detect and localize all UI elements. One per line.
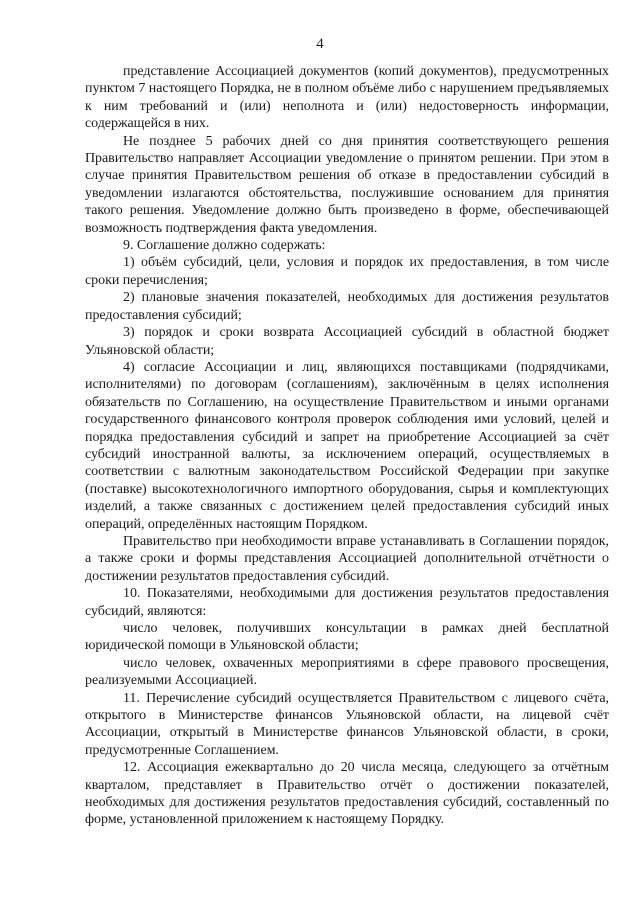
paragraph-continuation: представление Ассоциацией документов (копий документов), предусмотренных пунктом 7 настоящего Порядка, не в полном объёме либо с нарушением предъявляемых к ним требований и (или) неполнота и (или) недостоверность информации, содержащейся в них.: [85, 64, 609, 132]
paragraph-clause-9-item-2: 2) плановые значения показателей, необходимых для достижения результатов предоставления субсидий;: [85, 290, 609, 323]
document-body: [85, 63, 609, 829]
paragraph-additional-reporting: Правительство при необходимости вправе устанавливать в Соглашении порядок, а также сроки и формы представления Ассоциацией дополнительной отчётности о достижении результатов предоставления субсидий.: [85, 533, 609, 584]
paragraph-clause-9: 9. Соглашение должно содержать:: [123, 238, 326, 254]
paragraph-clause-10: 10. Показателями, необходимыми для достижения результатов предоставления субсидий, являются:: [85, 586, 609, 619]
paragraph-clause-11: 11. Перечисление субсидий осуществляется Правительством с лицевого счёта, открытого в Министерстве финансов Ульяновской области, на лицевой счёт Ассоциации, открытый в Министерстве финансов Ульяновской области, в сроки, предусмотренные Соглашением.: [85, 690, 609, 758]
paragraph-clause-9-item-3: 3) порядок и сроки возврата Ассоциацией субсидий в областной бюджет Ульяновской области;: [85, 325, 609, 358]
paragraph-notification: Не позднее 5 рабочих дней со дня принятия соответствующего решения Правительство направляет Ассоциации уведомление о принятом решении. При этом в случае принятия Правительством решения об отказе в предоставлении субсидий в уведомлении излагаются обстоятельства, послужившие основанием для принятия такого решения. Уведомление должно быть произведено в форме, обеспечивающей возможность подтверждения факта уведомления.: [85, 133, 609, 236]
paragraph-indicator-1: число человек, получивших консультации в рамках дней бесплатной юридической помощи в Ульяновской области;: [85, 621, 609, 654]
paragraph-clause-9-item-4: 4) согласие Ассоциации и лиц, являющихся поставщиками (подрядчиками, исполнителями) по договорам (соглашениям), заключённым в целях исполнения обязательств по Соглашению, на осуществление Правительством и иными органами государственного финансового контроля проверок соблюдения ими условий, целей и порядка предоставления субсидий и запрет на приобретение Ассоциацией за счёт субсидий иностранной валюты, за исключением операций, осуществляемых в соответствии с валютным законодательством Российской Федерации при закупке (поставке) высокотехнологичного импортного оборудования, сырья и комплектующих изделий, а также связанных с достижением целей предоставления субсидий иных операций, определённых настоящим Порядком.: [85, 359, 609, 532]
paragraph-clause-9-item-1: 1) объём субсидий, цели, условия и порядок их предоставления, в том числе сроки перечисления;: [85, 255, 609, 288]
paragraph-clause-12: 12. Ассоциация ежеквартально до 20 числа месяца, следующего за отчётным кварталом, представляет в Правительство отчёт о достижении показателей, необходимых для достижения результатов предоставления субсидий, составленный по форме, установленной приложением к настоящему Порядку.: [85, 760, 609, 828]
page-number: 4: [316, 36, 324, 52]
paragraph-indicator-2: число человек, охваченных мероприятиями в сфере правового просвещения, реализуемыми Ассоциацией.: [85, 655, 609, 689]
